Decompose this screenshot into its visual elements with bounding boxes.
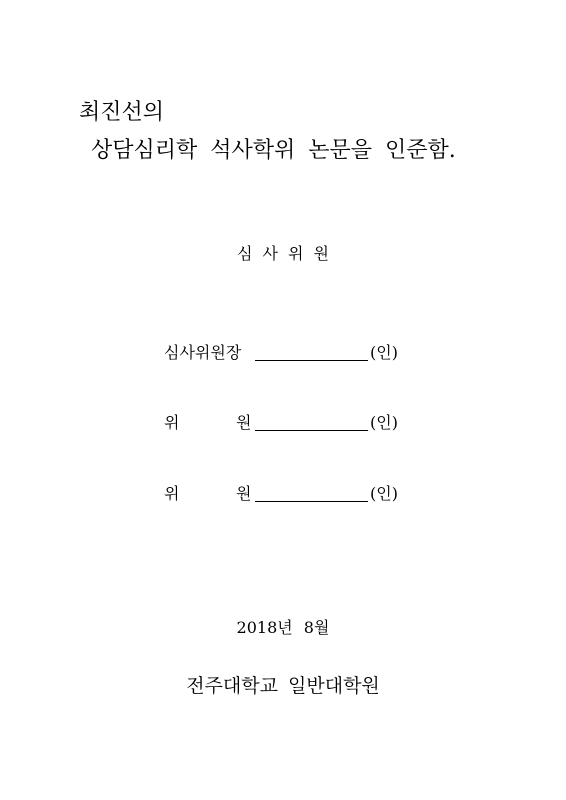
role-part-second: 원 bbox=[236, 413, 252, 432]
signature-role-chair: 심사위원장 bbox=[164, 343, 242, 362]
role-part-first: 위 bbox=[164, 484, 180, 503]
signature-blank-line bbox=[255, 501, 368, 502]
approval-statement: 상담심리학 석사학위 논문을 인준함. bbox=[91, 138, 456, 163]
seal-mark: (인) bbox=[370, 343, 398, 362]
role-part-second: 원 bbox=[236, 484, 252, 503]
signature-blank-line bbox=[255, 360, 368, 361]
approval-date: 2018년 8월 bbox=[236, 618, 330, 637]
signature-blank-line bbox=[255, 430, 368, 431]
committee-heading: 심사위원 bbox=[237, 244, 339, 263]
seal-mark: (인) bbox=[370, 413, 398, 432]
institution-name: 전주대학교 일반대학원 bbox=[186, 675, 380, 697]
role-part-first: 위 bbox=[164, 413, 180, 432]
seal-mark: (인) bbox=[370, 484, 398, 503]
candidate-name: 최진선의 bbox=[79, 100, 165, 125]
